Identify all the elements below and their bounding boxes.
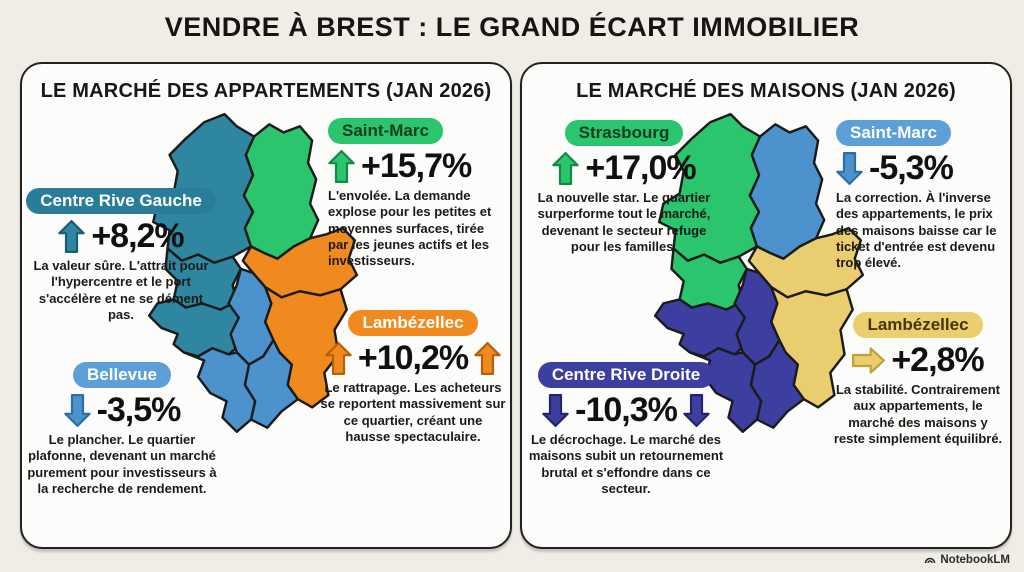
annotation-text-saint-marc-apt	[328, 188, 502, 269]
annotation-text-centre-rive-gauche	[30, 258, 212, 323]
annotation-text-centre-rive-droite	[528, 432, 724, 497]
trend-value-row-saint-marc-apt	[328, 149, 471, 183]
panel-apartments-title: LE MARCHÉ DES APPARTEMENTS (JAN 2026)	[40, 80, 492, 102]
annotation-text-bellevue	[24, 432, 220, 497]
panel-houses-title: LE MARCHÉ DES MAISONS (JAN 2026)	[576, 80, 956, 102]
trend-value: -3,5%	[96, 391, 181, 429]
trend-value: +10,2%	[357, 339, 469, 377]
annotation-body: L'attrait pour l'hypercentre et le port s'accélère et ne se dément pas.	[38, 258, 209, 322]
page-title: VENDRE À BREST : LE GRAND ÉCART IMMOBILIER	[164, 12, 860, 42]
annotation-saint-marc-maison	[836, 120, 1002, 271]
district-badge-centre-rive-gauche: Centre Rive Gauche	[26, 188, 216, 214]
trend-value-row-centre-rive-gauche	[58, 219, 183, 253]
trend-value-row-lambezellec-maison	[852, 343, 983, 377]
trend-down-arrow-icon	[683, 394, 710, 427]
panel-apartments	[20, 62, 512, 549]
annotation-text-lambezellec-maison	[832, 382, 1004, 447]
annotation-text-strasbourg	[528, 190, 720, 255]
trend-value: +8,2%	[91, 217, 184, 255]
annotation-body: Contrairement aux appartements, le marché des maisons y reste simplement équilibré.	[833, 382, 1003, 446]
annotation-lambezellec-maison	[832, 312, 1004, 447]
trend-value-row-saint-marc-maison	[836, 151, 953, 185]
trend-up-arrow-icon	[328, 150, 355, 183]
trend-up-arrow-icon	[58, 220, 85, 253]
annotation-body: À l'inverse des appartements, le prix des maisons baisse car le ticket d'entrée est devenu trop élevé.	[836, 190, 997, 270]
annotation-body: Les acheteurs se reportent massivement sur ce quartier, créant une hausse spectaculaire.	[320, 380, 506, 444]
trend-up-arrow-icon	[474, 342, 501, 375]
district-badge-strasbourg: Strasbourg	[565, 120, 684, 146]
annotation-lead: La valeur sûre.	[33, 258, 126, 273]
annotation-lead: Le décrochage.	[530, 432, 627, 447]
notebooklm-label: NotebookLM	[940, 554, 1010, 566]
annotation-lead: Le plancher.	[48, 432, 125, 447]
annotation-lead: La nouvelle star.	[537, 190, 640, 205]
trend-down-arrow-icon	[64, 394, 91, 427]
trend-value-row-centre-rive-droite	[542, 393, 710, 427]
trend-down-arrow-icon	[542, 394, 569, 427]
trend-value: -5,3%	[869, 149, 953, 187]
trend-down-arrow-icon	[836, 152, 863, 185]
district-badge-bellevue: Bellevue	[73, 362, 171, 388]
panel-houses	[520, 62, 1012, 549]
trend-up-arrow-icon	[325, 342, 352, 375]
annotation-lead: La correction.	[836, 190, 922, 205]
annotation-body: Le quartier plafonne, devenant un marché purement pour investisseurs à la recherche de rendement.	[27, 432, 217, 496]
trend-value-row-bellevue	[64, 393, 181, 427]
trend-up-arrow-icon	[552, 152, 579, 185]
district-badge-lambezellec-maison: Lambézellec	[853, 312, 982, 338]
trend-value-row-strasbourg	[552, 151, 695, 185]
annotation-body: Le marché des maisons subit un retournement brutal et s'effondre dans ce secteur.	[528, 432, 724, 496]
annotation-centre-rive-droite	[528, 362, 724, 497]
notebooklm-brand	[924, 554, 1010, 566]
annotation-centre-rive-gauche	[30, 188, 212, 323]
trend-value: +2,8%	[891, 341, 984, 379]
trend-value: +17,0%	[585, 149, 696, 187]
trend-right-arrow-icon	[852, 347, 885, 374]
annotation-text-saint-marc-maison	[836, 190, 1002, 271]
district-badge-lambezellec-apt: Lambézellec	[348, 310, 477, 336]
annotation-bellevue	[24, 362, 220, 497]
annotation-body: Le quartier surperforme tout le marché, devenant le secteur refuge pour les familles.	[537, 190, 711, 254]
district-badge-saint-marc-apt: Saint-Marc	[328, 118, 443, 144]
annotation-text-lambezellec-apt	[320, 380, 506, 445]
annotation-lambezellec-apt	[320, 310, 506, 445]
district-badge-saint-marc-maison: Saint-Marc	[836, 120, 951, 146]
trend-value: -10,3%	[575, 391, 677, 429]
trend-value: +15,7%	[361, 147, 472, 185]
notebooklm-icon	[924, 554, 936, 566]
annotation-lead: La stabilité.	[835, 382, 908, 397]
annotation-saint-marc-apt	[328, 118, 502, 269]
annotation-body: La demande explose pour les petites et moyennes surfaces, tirée par les jeunes actifs et les investisseurs.	[328, 188, 492, 268]
annotation-lead: Le rattrapage.	[324, 380, 411, 395]
annotation-lead: L'envolée.	[328, 188, 392, 203]
district-badge-centre-rive-droite: Centre Rive Droite	[538, 362, 714, 388]
annotation-strasbourg	[528, 120, 720, 255]
trend-value-row-lambezellec-apt	[325, 341, 501, 375]
